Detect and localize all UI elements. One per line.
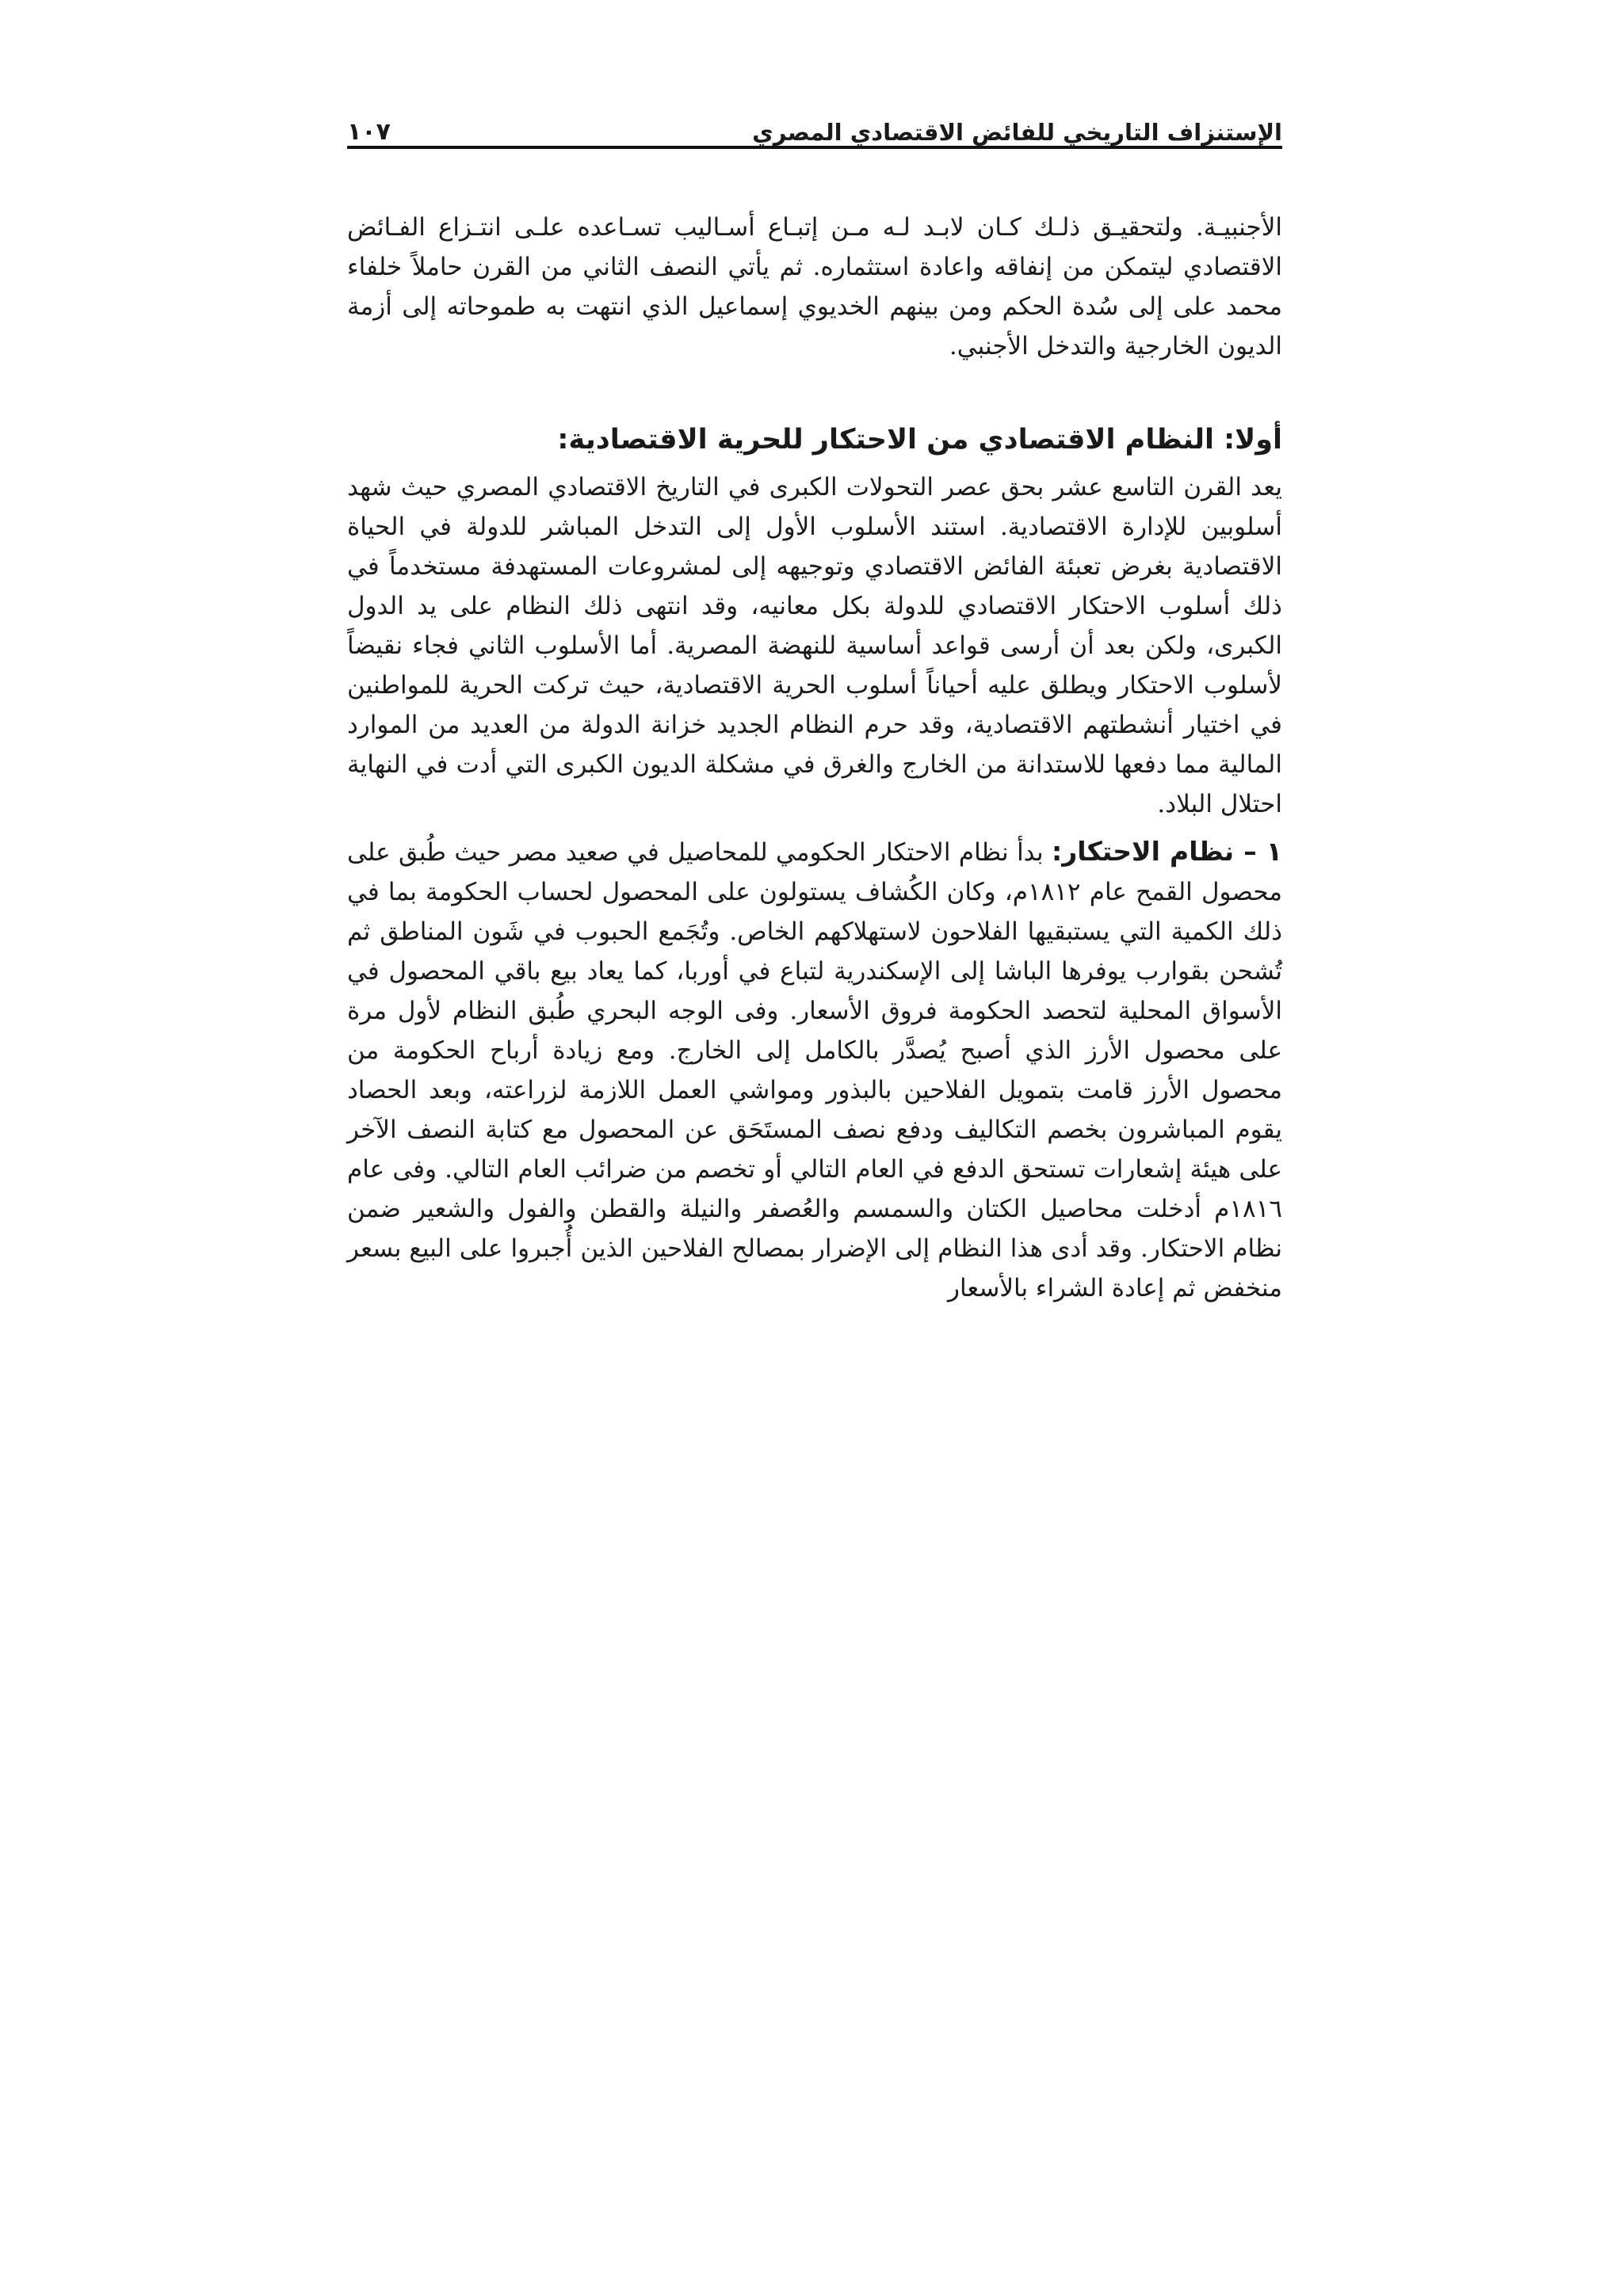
running-header	[347, 101, 1282, 146]
page-number: ١٠٧	[347, 118, 391, 146]
section-heading: أولا: النظام الاقتصادي من الاحتكار للحرية الاقتصادية:	[557, 424, 1282, 456]
running-header-title: الإستنزاف التاريخي للفائض الاقتصادي المصري	[752, 119, 1282, 146]
item-paragraph	[347, 832, 1282, 1308]
header-divider	[347, 146, 1282, 149]
item-lead-label: ١ – نظام الاحتكار:	[1052, 836, 1282, 867]
body-text	[347, 208, 1282, 1308]
section-paragraph: يعد القرن التاسع عشر بحق عصر التحولات الكبرى في التاريخ الاقتصادي المصري حيث شهد أسلوبين للإدارة الاقتصادية. استند الأسلوب الأول إلى التدخل المباشر للدولة في الحياة الاقتصادية بغرض تعبئة الفائض الاقتصادي وتوجيهه إلى لمشروعات المستهدفة مستخدماً في ذلك أسلوب الاحتكار الاقتصادي للدولة بكل معانيه، وقد انتهى ذلك النظام على يد الدول الكبرى، ولكن بعد أن أرسى قواعد أساسية للنهضة المصرية. أما الأسلوب الثاني فجاء نقيضاً لأسلوب الاحتكار ويطلق عليه أحياناً أسلوب الحرية الاقتصادية، حيث تركت الحرية للمواطنين في اختيار أنشطتهم الاقتصادية، وقد حرم النظام الجديد خزانة الدولة من العديد من الموارد المالية مما دفعها للاستدانة من الخارج والغرق في مشكلة الديون الكبرى التي أدت في النهاية احتلال البلاد.	[347, 473, 1282, 818]
item-paragraph-text: بدأ نظام الاحتكار الحكومي للمحاصيل في صعيد مصر حيث طُبق على محصول القمح عام ١٨١٢م، وكان الكُشاف يستولون على المحصول لحساب الحكومة بما في ذلك الكمية التي يستبقيها الفلاحون لاستهلاكهم الخاص. وتُجَمع الحبوب في شَون المناطق ثم تُشحن بقوارب يوفرها الباشا إلى الإسكندرية لتباع في أوربا، كما يعاد بيع باقي المحصول في الأسواق المحلية لتحصد الحكومة فروق الأسعار. وفى الوجه البحري طُبق النظام لأول مرة على محصول الأرز الذي أصبح يُصدَّر بالكامل إلى الخارج. ومع زيادة أرباح الحكومة من محصول الأرز قامت بتمويل الفلاحين بالبذور ومواشي العمل اللازمة لزراعته، وبعد الحصاد يقوم المباشرون بخصم التكاليف ودفع نصف المستَحَق عن المحصول مع كتابة النصف الآخر على هيئة إشعارات تستحق الدفع في العام التالي أو تخصم من ضرائب العام التالي. وفى عام ١٨١٦م أدخلت محاصيل الكتان والسمسم والعُصفر والنيلة والقطن والفول والشعير ضمن نظام الاحتكار. وقد أدى هذا النظام إلى الإضرار بمصالح الفلاحين الذين أُجبروا على البيع بسعر منخفض ثم إعادة الشراء بالأسعار	[347, 838, 1282, 1302]
intro-paragraph: الأجنبيـة. ولتحقيـق ذلـك كـان لابـد لـه مـن إتبـاع أسـاليب تسـاعده علـى انتـزاع الفـائض الاقتصادي ليتمكن من إنفاقه واعادة استثماره. ثم يأتي النصف الثاني من القرن حاملاً خلفاء محمد على إلى سُدة الحكم ومن بينهم الخديوي إسماعيل الذي انتهت به طموحاته إلى أزمة الديون الخارجية والتدخل الأجنبي.	[347, 213, 1282, 360]
